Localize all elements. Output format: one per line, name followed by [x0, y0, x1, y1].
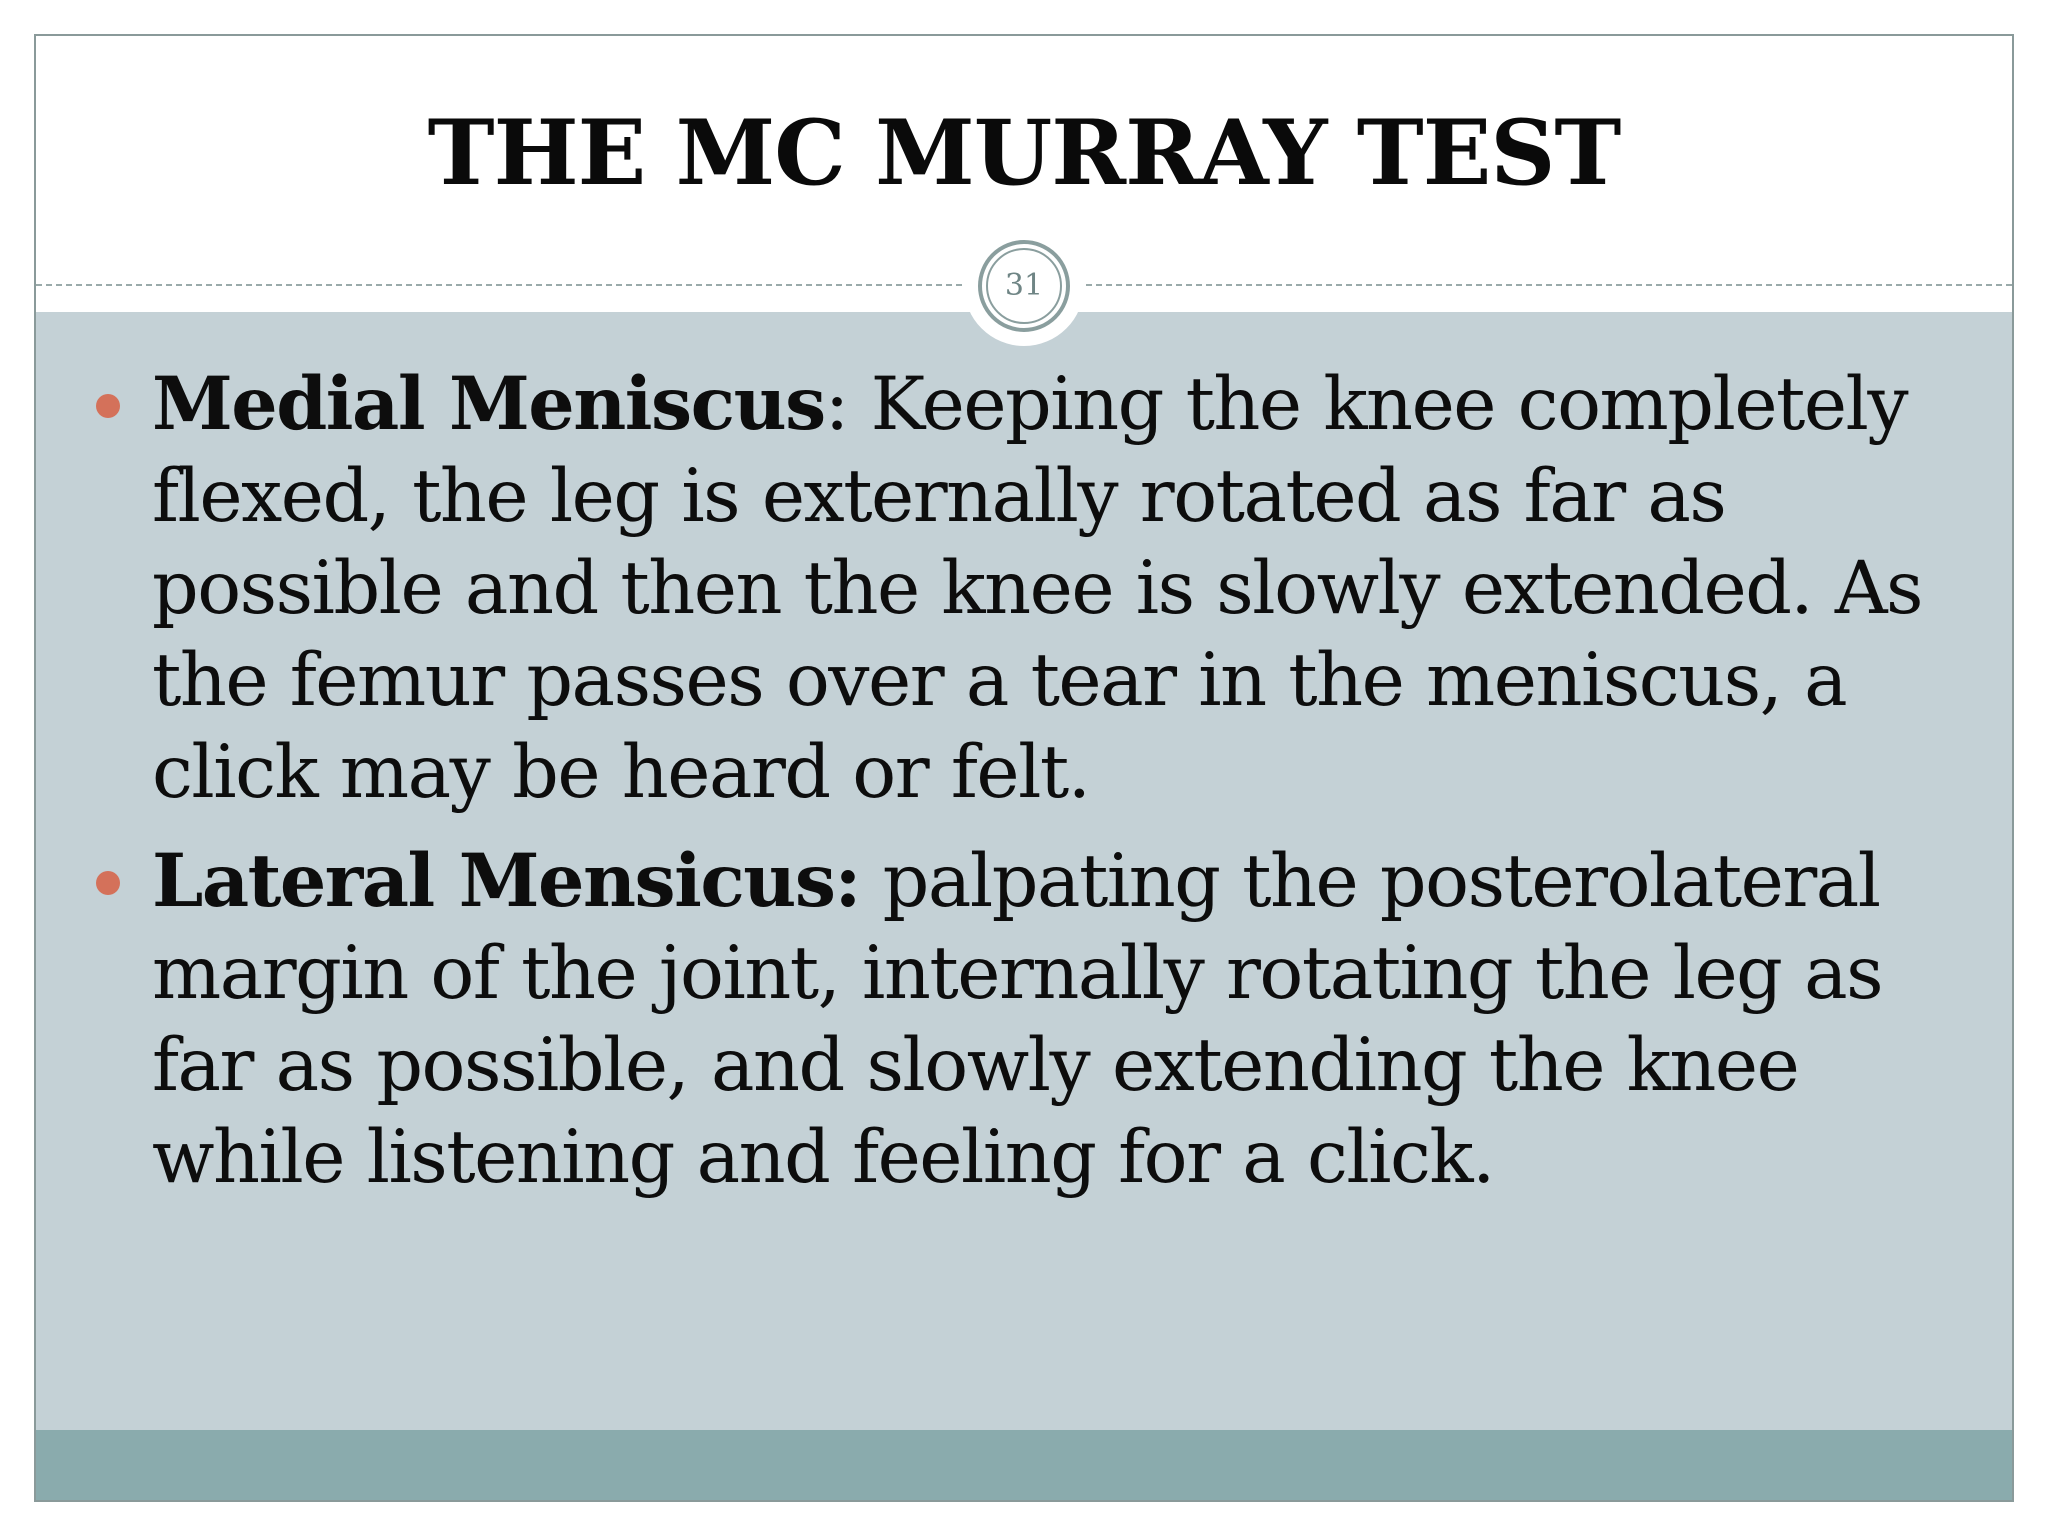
bullet-term: Medial Meniscus — [152, 361, 825, 447]
footer-band — [36, 1430, 2012, 1500]
bullet-dot-icon — [96, 871, 120, 895]
bullet-text: palpating the posterolateral margin of the joint, internally rotating the leg as far as possible, and slowly extending the knee while listening and feeling for a click. — [152, 839, 1883, 1200]
bullet-item-medial-meniscus — [36, 358, 2012, 819]
page-number: 31 — [1004, 268, 1044, 303]
bullet-item-lateral-meniscus — [36, 835, 2012, 1204]
bullet-separator: : — [824, 362, 871, 447]
bullet-text: Keeping the knee completely flexed, the leg is externally rotated as far as possible and then the knee is slowly extended. As the femur passes over a tear in the meniscus, a click may be heard or felt. — [152, 362, 1923, 815]
bullet-term: Lateral Mensicus: — [152, 838, 860, 924]
bullet-list — [36, 358, 2012, 1220]
slide-title: THE MC MURRAY TEST — [427, 100, 1621, 206]
bullet-separator — [860, 839, 883, 924]
bullet-dot-icon — [96, 394, 120, 418]
slide — [34, 34, 2014, 1502]
